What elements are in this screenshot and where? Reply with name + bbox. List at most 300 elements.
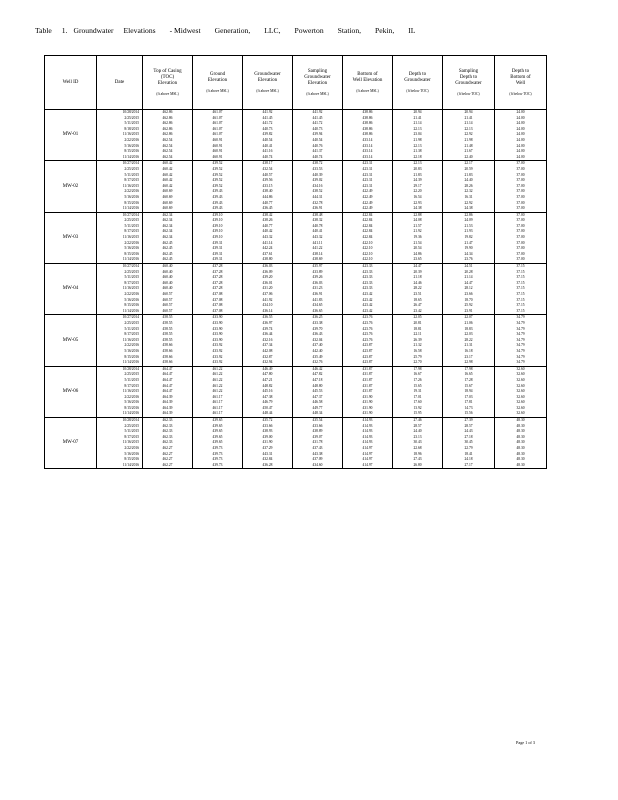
value-cell: 22.93 <box>393 201 443 207</box>
value-cell: 438.40 <box>243 189 293 195</box>
value-cell: 439.43 <box>193 195 243 201</box>
value-cell: 462.33 <box>143 418 193 424</box>
value-cell: 439.52 <box>193 184 243 190</box>
date-cell: 2/25/2015 <box>97 424 143 430</box>
value-cell: 24.00 <box>495 121 547 127</box>
value-cell: 464.39 <box>143 395 193 401</box>
title-word: Table <box>35 26 52 35</box>
value-cell: 461.07 <box>193 132 243 138</box>
column-header-line: Bottom of <box>357 71 378 77</box>
value-cell: 462.45 <box>143 257 193 263</box>
value-cell: 439.52 <box>193 167 243 173</box>
value-cell: 433.66 <box>293 424 343 430</box>
value-cell: 458.55 <box>143 327 193 333</box>
value-cell: 439.43 <box>193 201 243 207</box>
value-cell: 439.26 <box>293 275 343 281</box>
value-cell: 464.47 <box>143 378 193 384</box>
value-cell: 431.87 <box>343 378 393 384</box>
value-cell: 34.79 <box>495 321 547 327</box>
value-cell: 438.26 <box>243 218 293 224</box>
column-header <box>193 56 243 110</box>
value-cell: 439.65 <box>193 440 243 446</box>
value-cell: 414.93 <box>343 424 393 430</box>
value-cell: 48.30 <box>495 418 547 424</box>
value-cell: 432.84 <box>243 457 293 463</box>
value-cell: 431.87 <box>343 384 393 390</box>
value-cell: 461.07 <box>193 110 243 116</box>
column-header <box>143 56 193 110</box>
value-cell: 436.45 <box>243 206 293 212</box>
value-cell: 423.42 <box>343 303 393 309</box>
value-cell: 434.65 <box>293 303 343 309</box>
value-cell: 24.00 <box>495 144 547 150</box>
value-cell: 436.01 <box>243 281 293 287</box>
value-cell: 441.92 <box>243 110 293 116</box>
value-cell: 438.14 <box>293 252 343 258</box>
value-cell: 18.96 <box>393 452 443 458</box>
value-cell: 28.26 <box>443 184 495 190</box>
date-cell: 5/11/2015 <box>97 224 143 230</box>
value-cell: 440.42 <box>243 229 293 235</box>
value-cell: 462.54 <box>143 155 193 161</box>
value-cell: 441.92 <box>293 110 343 116</box>
value-cell: 17.60 <box>393 400 443 406</box>
value-cell: 462.34 <box>143 224 193 230</box>
value-cell: 24.00 <box>495 132 547 138</box>
value-cell: 32.60 <box>495 372 547 378</box>
value-cell: 433.92 <box>193 360 243 366</box>
value-cell: 20.81 <box>393 321 443 327</box>
value-cell: 461.17 <box>193 395 243 401</box>
value-cell: 439.82 <box>243 132 293 138</box>
date-cell: 11/16/2015 <box>97 286 143 292</box>
value-cell: 423.76 <box>343 321 393 327</box>
value-cell: 458.66 <box>143 360 193 366</box>
value-cell: 462.54 <box>143 144 193 150</box>
date-cell: 11/14/2016 <box>97 360 143 366</box>
value-cell: 460.42 <box>143 178 193 184</box>
value-cell: 433.90 <box>193 332 243 338</box>
date-cell: 8/17/2015 <box>97 281 143 287</box>
value-cell: 20.28 <box>443 270 495 276</box>
value-cell: 414.97 <box>343 463 393 469</box>
value-cell: 441.14 <box>243 241 293 247</box>
value-cell: 433.90 <box>193 327 243 333</box>
value-cell: 16.65 <box>443 372 495 378</box>
date-cell: 2/22/2016 <box>97 343 143 349</box>
value-cell: 22.11 <box>393 332 443 338</box>
value-cell: 15.56 <box>443 411 495 417</box>
value-cell: 19.31 <box>393 389 443 395</box>
value-cell: 462.86 <box>143 127 193 133</box>
value-cell: 16.31 <box>443 195 495 201</box>
value-cell: 24.00 <box>495 149 547 155</box>
value-cell: 441.22 <box>293 246 343 252</box>
value-cell: 21.83 <box>393 173 443 179</box>
value-cell: 439.52 <box>193 178 243 184</box>
value-cell: 436.97 <box>243 321 293 327</box>
value-cell: 462.27 <box>143 452 193 458</box>
value-cell: 16.58 <box>393 349 443 355</box>
value-cell: 423.76 <box>343 315 393 321</box>
value-cell: 32.60 <box>495 378 547 384</box>
value-cell: 433.14 <box>343 155 393 161</box>
date-cell: 10/27/2014 <box>97 264 143 270</box>
value-cell: 464.39 <box>143 406 193 412</box>
value-cell: 462.34 <box>143 218 193 224</box>
value-cell: 422.49 <box>343 201 393 207</box>
value-cell: 440.54 <box>293 138 343 144</box>
value-cell: 24.00 <box>495 127 547 133</box>
value-cell: 37.00 <box>495 212 547 218</box>
value-cell: 460.42 <box>143 161 193 167</box>
value-cell: 15.67 <box>443 384 495 390</box>
date-cell: 5/16/2016 <box>97 144 143 150</box>
value-cell: 440.76 <box>293 144 343 150</box>
date-cell: 8/17/2015 <box>97 435 143 441</box>
value-cell: 25.79 <box>393 355 443 361</box>
value-cell: 431.90 <box>343 400 393 406</box>
value-cell: 14.73 <box>443 406 495 412</box>
value-cell: 458.55 <box>143 332 193 338</box>
date-cell: 8/15/2016 <box>97 149 143 155</box>
date-cell: 2/25/2015 <box>97 372 143 378</box>
date-cell: 2/22/2016 <box>97 189 143 195</box>
value-cell: 464.47 <box>143 366 193 372</box>
value-cell: 436.55 <box>243 315 293 321</box>
value-cell: 460.91 <box>193 138 243 144</box>
value-cell: 423.87 <box>343 349 393 355</box>
value-cell: 34.79 <box>495 315 547 321</box>
value-cell: 439.07 <box>293 435 343 441</box>
value-cell: 21.98 <box>393 138 443 144</box>
value-cell: 17.01 <box>393 395 443 401</box>
value-cell: 423.31 <box>343 184 393 190</box>
value-cell: 436.65 <box>293 309 343 315</box>
value-cell: 437.28 <box>193 281 243 287</box>
value-cell: 24.47 <box>393 264 443 270</box>
value-cell: 23.42 <box>393 309 443 315</box>
value-cell: 32.60 <box>495 411 547 417</box>
value-cell: 48.30 <box>495 440 547 446</box>
value-cell: 37.00 <box>495 252 547 258</box>
well-id-cell: MW-05 <box>45 315 97 366</box>
value-cell: 460.42 <box>143 167 193 173</box>
value-cell: 22.13 <box>393 144 443 150</box>
column-header-line: (TOC) <box>160 74 175 80</box>
value-cell: 439.00 <box>243 435 293 441</box>
value-cell: 462.54 <box>143 149 193 155</box>
value-cell: 21.83 <box>443 173 495 179</box>
value-cell: 22.13 <box>443 127 495 133</box>
value-cell: 37.15 <box>495 303 547 309</box>
date-cell: 11/14/2016 <box>97 309 143 315</box>
value-cell: 22.98 <box>443 360 495 366</box>
value-cell: 437.28 <box>193 275 243 281</box>
date-cell: 2/22/2016 <box>97 395 143 401</box>
value-cell: 37.15 <box>495 298 547 304</box>
value-cell: 16.54 <box>393 195 443 201</box>
value-cell: 440.73 <box>293 127 343 133</box>
value-cell: 422.10 <box>343 241 393 247</box>
value-cell: 37.00 <box>495 195 547 201</box>
value-cell: 437.28 <box>193 264 243 270</box>
value-cell: 461.22 <box>193 366 243 372</box>
value-cell: 439.20 <box>243 275 293 281</box>
value-cell: 436.03 <box>243 264 293 270</box>
value-cell: 18.41 <box>443 452 495 458</box>
value-cell: 437.43 <box>293 446 343 452</box>
date-cell: 8/17/2015 <box>97 178 143 184</box>
column-header <box>495 56 547 110</box>
date-cell: 11/16/2015 <box>97 338 143 344</box>
value-cell: 431.23 <box>293 286 343 292</box>
value-cell: 433.92 <box>193 355 243 361</box>
value-cell: 442.24 <box>243 246 293 252</box>
value-cell: 460.69 <box>143 201 193 207</box>
value-cell: 21.06 <box>443 321 495 327</box>
value-cell: 32.60 <box>495 384 547 390</box>
value-cell: 439.31 <box>193 241 243 247</box>
value-cell: 13.92 <box>393 406 443 412</box>
value-cell: 422.10 <box>343 257 393 263</box>
value-cell: 438.48 <box>293 212 343 218</box>
value-cell: 439.43 <box>193 189 243 195</box>
value-cell: 21.14 <box>443 121 495 127</box>
value-cell: 18.70 <box>443 298 495 304</box>
value-cell: 461.07 <box>193 127 243 133</box>
value-cell: 414.93 <box>343 418 393 424</box>
value-cell: 433.90 <box>193 315 243 321</box>
column-unit: (ft below TOC) <box>509 91 532 96</box>
value-cell: 441.45 <box>293 116 343 122</box>
value-cell: 461.17 <box>193 411 243 417</box>
value-cell: 21.53 <box>443 224 495 230</box>
value-cell: 37.15 <box>495 281 547 287</box>
value-cell: 446.79 <box>243 400 293 406</box>
value-cell: 439.02 <box>293 178 343 184</box>
date-cell: 11/16/2015 <box>97 235 143 241</box>
value-cell: 439.73 <box>193 452 243 458</box>
value-cell: 28.22 <box>393 286 443 292</box>
date-cell: 8/15/2016 <box>97 201 143 207</box>
value-cell: 37.00 <box>495 167 547 173</box>
column-header-line: Depth to <box>459 74 478 80</box>
value-cell: 462.33 <box>143 435 193 441</box>
title-word: Station, <box>337 26 362 35</box>
value-cell: 22.13 <box>393 127 443 133</box>
date-cell: 5/16/2016 <box>97 298 143 304</box>
value-cell: 48.30 <box>495 463 547 469</box>
date-cell: 8/15/2016 <box>97 457 143 463</box>
value-cell: 440.74 <box>293 155 343 161</box>
value-cell: 439.65 <box>193 418 243 424</box>
date-cell: 5/11/2015 <box>97 275 143 281</box>
value-cell: 24.40 <box>393 429 443 435</box>
value-cell: 422.49 <box>343 206 393 212</box>
column-header <box>343 56 393 110</box>
value-cell: 432.04 <box>293 338 343 344</box>
value-cell: 438.32 <box>293 218 343 224</box>
value-cell: 27.18 <box>443 435 495 441</box>
date-cell: 5/11/2015 <box>97 378 143 384</box>
column-header-line: Well <box>515 80 526 86</box>
value-cell: 448.44 <box>243 411 293 417</box>
value-cell: 437.06 <box>243 292 293 298</box>
value-cell: 423.31 <box>343 173 393 179</box>
value-cell: 17.28 <box>443 378 495 384</box>
value-cell: 30.45 <box>443 440 495 446</box>
value-cell: 21.67 <box>443 149 495 155</box>
date-cell: 8/17/2015 <box>97 384 143 390</box>
value-cell: 24.38 <box>393 206 443 212</box>
value-cell: 422.49 <box>343 189 393 195</box>
value-cell: 447.82 <box>293 372 343 378</box>
value-cell: 21.93 <box>443 229 495 235</box>
value-cell: 462.54 <box>143 138 193 144</box>
value-cell: 448.80 <box>293 384 343 390</box>
column-header-line: Ground <box>209 71 226 77</box>
date-cell: 8/17/2015 <box>97 229 143 235</box>
value-cell: 439.52 <box>193 161 243 167</box>
value-cell: 48.30 <box>495 446 547 452</box>
value-cell: 438.42 <box>243 212 293 218</box>
value-cell: 423.87 <box>343 355 393 361</box>
value-cell: 27.43 <box>393 457 443 463</box>
value-cell: 24.47 <box>443 281 495 287</box>
value-cell: 460.57 <box>143 303 193 309</box>
value-cell: 438.72 <box>293 161 343 167</box>
value-cell: 460.91 <box>193 149 243 155</box>
value-cell: 23.17 <box>443 355 495 361</box>
value-cell: 24.00 <box>495 138 547 144</box>
column-header <box>443 56 495 110</box>
value-cell: 443.32 <box>243 235 293 241</box>
value-cell: 37.00 <box>495 235 547 241</box>
value-cell: 436.43 <box>293 332 343 338</box>
value-cell: 433.15 <box>243 184 293 190</box>
date-cell: 2/22/2016 <box>97 241 143 247</box>
value-cell: 460.42 <box>143 173 193 179</box>
value-cell: 441.83 <box>293 298 343 304</box>
value-cell: 17.81 <box>443 400 495 406</box>
column-unit: (ft above MSL) <box>356 88 379 93</box>
column-header-line: Groundwater <box>455 80 482 86</box>
value-cell: 439.52 <box>193 173 243 179</box>
value-cell: 21.14 <box>393 121 443 127</box>
value-cell: 423.31 <box>343 161 393 167</box>
value-cell: 21.14 <box>443 275 495 281</box>
date-cell: 5/11/2015 <box>97 173 143 179</box>
value-cell: 434.16 <box>293 184 343 190</box>
date-cell: 2/25/2015 <box>97 321 143 327</box>
value-cell: 460.69 <box>143 206 193 212</box>
column-unit: (ft above MSL) <box>306 91 329 96</box>
value-cell: 21.92 <box>393 229 443 235</box>
value-cell: 462.45 <box>143 252 193 258</box>
value-cell: 37.00 <box>495 257 547 263</box>
value-cell: 32.60 <box>495 389 547 395</box>
value-cell: 423.42 <box>343 292 393 298</box>
value-cell: 437.08 <box>193 292 243 298</box>
value-cell: 414.97 <box>343 446 393 452</box>
value-cell: 423.31 <box>343 167 393 173</box>
value-cell: 422.49 <box>343 195 393 201</box>
value-cell: 422.84 <box>343 229 393 235</box>
value-cell: 431.90 <box>343 411 393 417</box>
value-cell: 22.20 <box>393 189 443 195</box>
value-cell: 462.33 <box>143 429 193 435</box>
value-cell: 432.16 <box>243 338 293 344</box>
value-cell: 440.41 <box>243 144 293 150</box>
well-id-cell: MW-02 <box>45 161 97 212</box>
column-header-line: Elevation <box>207 77 228 83</box>
value-cell: 437.28 <box>193 270 243 276</box>
value-cell: 461.22 <box>193 372 243 378</box>
value-cell: 422.84 <box>343 224 393 230</box>
date-cell: 10/27/2014 <box>97 161 143 167</box>
value-cell: 423.31 <box>343 178 393 184</box>
value-cell: 26.47 <box>393 303 443 309</box>
value-cell: 460.40 <box>143 286 193 292</box>
value-cell: 22.88 <box>393 212 443 218</box>
date-cell: 2/25/2015 <box>97 270 143 276</box>
date-cell: 10/28/2014 <box>97 110 143 116</box>
value-cell: 22.92 <box>443 132 495 138</box>
well-id-cell: MW-07 <box>45 418 97 469</box>
value-cell: 48.30 <box>495 429 547 435</box>
date-cell: 5/11/2015 <box>97 121 143 127</box>
value-cell: 439.73 <box>193 463 243 469</box>
value-cell: 18.94 <box>443 389 495 395</box>
column-header-line: Well Elevation <box>352 77 383 83</box>
column-unit: (ft below TOC) <box>406 88 429 93</box>
value-cell: 23.91 <box>443 309 495 315</box>
value-cell: 422.84 <box>343 235 393 241</box>
value-cell: 432.76 <box>293 360 343 366</box>
value-cell: 438.86 <box>343 127 393 133</box>
value-cell: 446.58 <box>293 400 343 406</box>
date-cell: 5/11/2015 <box>97 429 143 435</box>
value-cell: 17.26 <box>393 378 443 384</box>
value-cell: 440.78 <box>293 224 343 230</box>
well-id-cell: MW-01 <box>45 110 97 161</box>
value-cell: 439.31 <box>193 257 243 263</box>
value-cell: 37.15 <box>495 292 547 298</box>
value-cell: 444.86 <box>243 195 293 201</box>
value-cell: 439.31 <box>193 252 243 258</box>
column-header-line: Groundwater <box>404 77 431 83</box>
value-cell: 20.94 <box>443 110 495 116</box>
value-cell: 461.17 <box>193 400 243 406</box>
value-cell: 439.31 <box>193 246 243 252</box>
value-cell: 437.28 <box>193 286 243 292</box>
value-cell: 28.22 <box>443 338 495 344</box>
value-cell: 439.65 <box>193 424 243 430</box>
value-cell: 37.00 <box>495 184 547 190</box>
value-cell: 34.79 <box>495 343 547 349</box>
value-cell: 437.61 <box>243 252 293 258</box>
value-cell: 439.74 <box>243 327 293 333</box>
value-cell: 24.40 <box>443 178 495 184</box>
value-cell: 431.90 <box>343 406 393 412</box>
value-cell: 21.47 <box>443 241 495 247</box>
date-cell: 10/27/2014 <box>97 315 143 321</box>
date-cell: 8/15/2016 <box>97 252 143 258</box>
value-cell: 435.54 <box>293 418 343 424</box>
date-cell: 11/14/2016 <box>97 411 143 417</box>
value-cell: 48.30 <box>495 424 547 430</box>
